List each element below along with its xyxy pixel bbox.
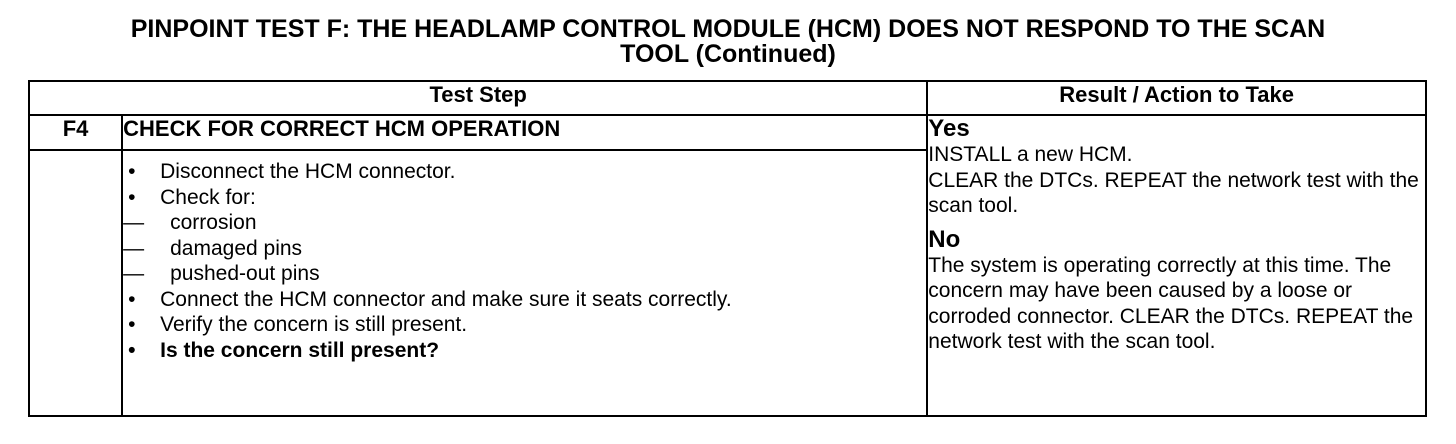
- list-item: [123, 185, 926, 287]
- step-title-row: [29, 115, 1426, 150]
- list-item: [123, 312, 926, 338]
- sub-item-text: pushed-out pins: [170, 262, 320, 285]
- step-title: CHECK FOR CORRECT HCM OPERATION: [122, 115, 927, 150]
- bullet-icon: •: [128, 160, 136, 183]
- step-instructions: [122, 150, 927, 416]
- sub-item-text: damaged pins: [170, 236, 303, 260]
- result-yes-label: Yes: [928, 115, 970, 142]
- table-header-row: [29, 81, 1426, 115]
- sub-item-text: corrosion: [170, 211, 257, 234]
- header-test-step: Test Step: [29, 81, 927, 115]
- pinpoint-test-table: [28, 80, 1427, 417]
- step-number-blank-cell: [29, 150, 122, 416]
- bullet-icon: •: [128, 185, 136, 209]
- page-title-line-2: TOOL (Continued): [620, 40, 836, 68]
- result-no-text: The system is operating correctly at this time. The concern may have been caused by a loose or corroded connector. CLEAR the DTCs. REPEAT the network test with the scan tool.: [928, 253, 1414, 353]
- sub-list-item: [123, 236, 926, 262]
- bullet-icon: •: [128, 287, 136, 311]
- list-item: [123, 287, 926, 313]
- sub-list-item: [123, 210, 926, 236]
- dash-icon: —: [123, 211, 145, 234]
- instruction-text: Connect the HCM connector and make sure it seats correctly.: [160, 287, 732, 311]
- instruction-list: [123, 151, 926, 363]
- instruction-question: Is the concern still present?: [160, 338, 440, 362]
- page-title-line-1: PINPOINT TEST F: THE HEADLAMP CONTROL MODULE (HCM) DOES NOT RESPOND TO THE SCAN: [130, 15, 1326, 43]
- bullet-icon: •: [128, 313, 136, 336]
- sub-list-item: [123, 261, 926, 287]
- bullet-icon: •: [128, 338, 136, 362]
- header-result-action: Result / Action to Take: [927, 81, 1426, 115]
- result-no-label: No: [928, 225, 961, 253]
- instruction-text: Check for:: [160, 185, 256, 209]
- result-yes-line-1: INSTALL a new HCM.: [928, 143, 1133, 166]
- list-item: [123, 159, 926, 185]
- instruction-text: Disconnect the HCM connector.: [160, 160, 456, 183]
- result-yes-text: [928, 142, 1425, 219]
- result-cell: [927, 115, 1426, 416]
- step-number: F4: [29, 115, 122, 150]
- sub-list: [123, 210, 926, 287]
- result-yes-line-2: CLEAR the DTCs. REPEAT the network test with the scan tool.: [928, 168, 1419, 217]
- list-item-question: [123, 338, 926, 364]
- instruction-text: Verify the concern is still present.: [160, 313, 468, 336]
- dash-icon: —: [123, 262, 145, 285]
- dash-icon: —: [123, 236, 145, 260]
